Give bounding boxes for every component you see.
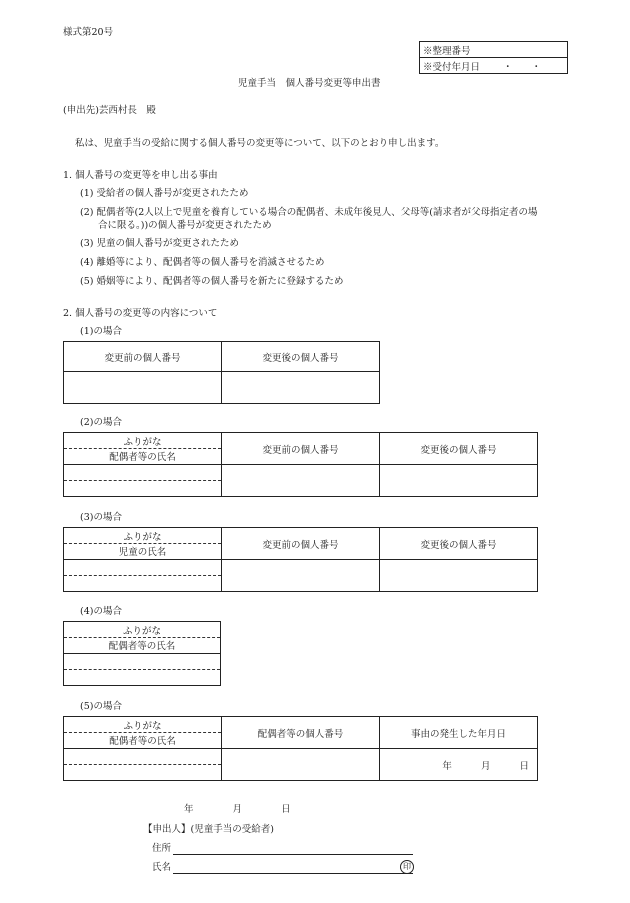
case3-name-field[interactable] <box>64 560 222 592</box>
case1-label: (1)の場合 <box>80 326 122 337</box>
section2-heading: 2. 個人番号の変更等の内容について <box>63 308 218 319</box>
form-number: 様式第20号 <box>63 27 114 38</box>
case2-after-header: 変更後の個人番号 <box>380 433 538 465</box>
case4-furigana-label: ふりがな <box>64 623 220 638</box>
reason-item-5 <box>80 276 344 288</box>
case4-name-field[interactable] <box>64 654 221 686</box>
case2-before-number-field[interactable] <box>222 465 380 497</box>
reason-item-2 <box>80 207 537 219</box>
case4-table <box>63 621 221 686</box>
applicant-heading: 【申出人】(児童手当の受給者) <box>143 824 274 835</box>
case2-before-header: 変更前の個人番号 <box>222 433 380 465</box>
case3-table <box>63 527 538 592</box>
case5-number-field[interactable] <box>222 749 380 781</box>
case3-name-label: 児童の氏名 <box>118 547 167 558</box>
case5-date-field[interactable] <box>380 749 538 781</box>
case5-day-label: 日 <box>519 760 529 772</box>
address-label: 住所 <box>152 843 172 854</box>
case5-name-label: 配偶者等の氏名 <box>109 736 176 747</box>
reason-item-2-cont: 合に限る。))の個人番号が変更されたため <box>98 220 272 231</box>
reason-num: (4) <box>80 257 94 268</box>
case3-after-header: 変更後の個人番号 <box>380 528 538 560</box>
section1-heading: 1. 個人番号の変更等を申し出る事由 <box>63 170 218 181</box>
addressee: (申出先)芸西村長 殿 <box>63 105 156 116</box>
reason-num: (2) <box>80 207 94 218</box>
reason-num: (3) <box>80 238 94 249</box>
case5-month-label: 月 <box>480 760 491 772</box>
reason-num: (5) <box>80 276 94 287</box>
address-field[interactable] <box>173 854 413 855</box>
case1-before-number-field[interactable] <box>64 372 222 404</box>
case1-table <box>63 341 380 404</box>
received-date-dots: ・ ・ <box>503 61 542 73</box>
reason-text: 児童の個人番号が変更されたため <box>96 238 240 249</box>
case5-date-header: 事由の発生した年月日 <box>380 717 538 749</box>
case4-label: (4)の場合 <box>80 606 122 617</box>
seal-icon: 印 <box>400 860 414 874</box>
case3-furigana-label: ふりがな <box>64 529 221 544</box>
case2-table <box>63 432 538 497</box>
case2-after-number-field[interactable] <box>380 465 538 497</box>
case5-name-header <box>64 717 222 749</box>
reason-text: 離婚等により、配偶者等の個人番号を消滅させるため <box>96 257 325 268</box>
received-date-cell <box>420 58 568 74</box>
name-label: 氏名 <box>152 862 172 873</box>
case5-table <box>63 716 538 781</box>
case2-name-label: 配偶者等の氏名 <box>109 452 176 463</box>
footer-date <box>184 804 291 816</box>
case5-name-field[interactable] <box>64 749 222 781</box>
case2-label: (2)の場合 <box>80 417 122 428</box>
received-date-label: ※受付年月日 <box>423 61 481 73</box>
office-use-box <box>419 41 568 74</box>
case5-label: (5)の場合 <box>80 701 122 712</box>
ref-number-label: ※整理番号 <box>420 42 568 58</box>
case3-label: (3)の場合 <box>80 512 122 523</box>
footer-day-label: 日 <box>281 804 291 815</box>
reason-text: 受給者の個人番号が変更されたため <box>96 188 249 199</box>
reason-text: 婚姻等により、配偶者等の個人番号を新たに登録するため <box>96 276 344 287</box>
case5-number-header: 配偶者等の個人番号 <box>222 717 380 749</box>
reason-item-3 <box>80 238 239 250</box>
case1-before-header: 変更前の個人番号 <box>64 342 222 372</box>
reason-item-4 <box>80 257 325 269</box>
case1-after-number-field[interactable] <box>222 372 380 404</box>
reason-text: 配偶者等(2人以上で児童を養育している場合の配偶者、未成年後見人、父母等(請求者が父母指定者の場 <box>96 207 538 218</box>
case3-name-header <box>64 528 222 560</box>
footer-year-label: 年 <box>184 804 194 815</box>
case4-name-label: 配偶者等の氏名 <box>108 641 176 652</box>
document-title: 児童手当 個人番号変更等申出書 <box>238 78 381 89</box>
case1-after-header: 変更後の個人番号 <box>222 342 380 372</box>
case3-before-header: 変更前の個人番号 <box>222 528 380 560</box>
case2-furigana-label: ふりがな <box>64 434 221 449</box>
case2-name-header <box>64 433 222 465</box>
reason-num: (1) <box>80 188 94 199</box>
case4-name-header <box>64 622 221 654</box>
reason-item-1 <box>80 188 249 200</box>
name-field[interactable] <box>173 873 413 874</box>
intro-text: 私は、児童手当の受給に関する個人番号の変更等について、以下のとおり申し出ます。 <box>75 138 445 149</box>
footer-month-label: 月 <box>232 804 243 815</box>
case5-year-label: 年 <box>442 760 452 772</box>
case5-furigana-label: ふりがな <box>64 718 221 733</box>
case2-name-field[interactable] <box>64 465 222 497</box>
case3-after-number-field[interactable] <box>380 560 538 592</box>
case3-before-number-field[interactable] <box>222 560 380 592</box>
